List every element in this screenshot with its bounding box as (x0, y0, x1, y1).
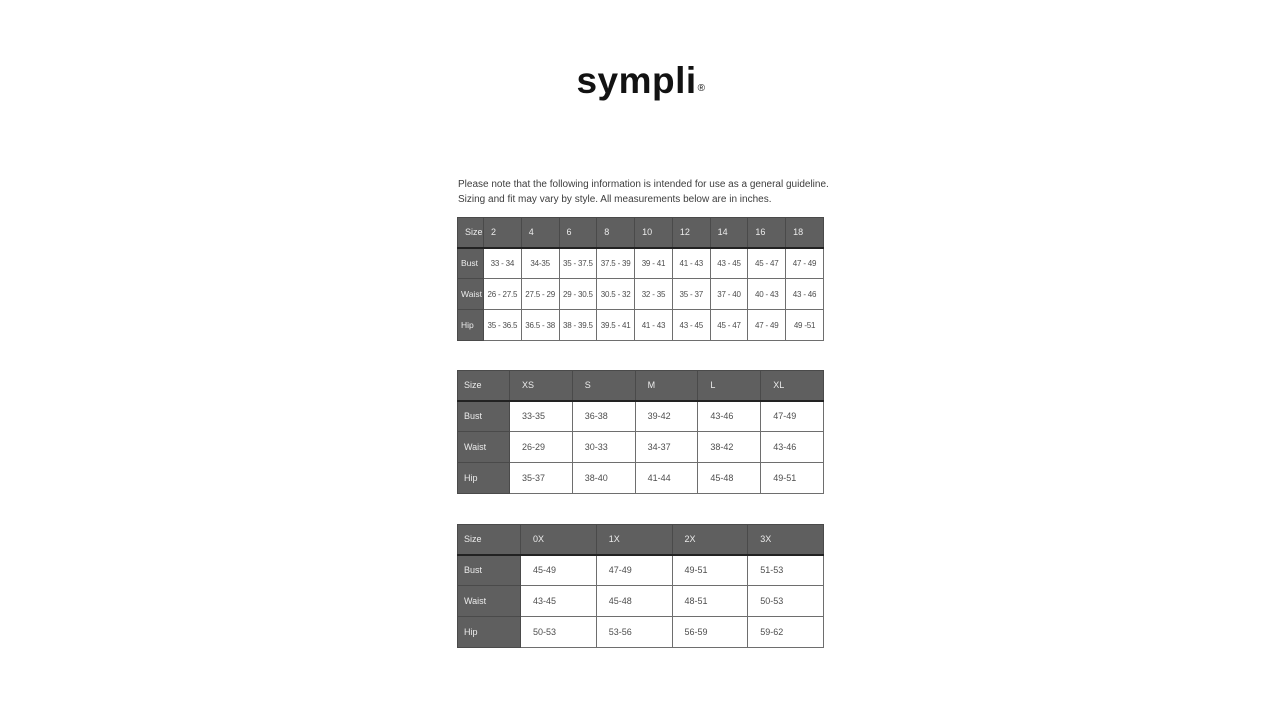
size-column-header: S (572, 371, 635, 401)
measurement-value-cell: 49-51 (761, 463, 824, 494)
measurement-value-cell: 30-33 (572, 432, 635, 463)
measurement-value-cell: 38 - 39.5 (559, 310, 597, 341)
measurement-value-cell: 36.5 - 38 (521, 310, 559, 341)
measurement-value-cell: 45-48 (596, 586, 672, 617)
sizing-note-line1: Please note that the following information is intended for use as a general guideline. (458, 179, 829, 190)
brand-logo (457, 60, 824, 102)
measurement-value-cell: 48-51 (672, 586, 748, 617)
measurement-value-cell: 45-49 (521, 555, 597, 586)
sizing-note (458, 178, 858, 207)
measurement-value-cell: 59-62 (748, 617, 824, 648)
measurement-value-cell: 37.5 - 39 (597, 248, 635, 279)
measurement-row (458, 617, 824, 648)
measurement-value-cell: 50-53 (748, 586, 824, 617)
measurement-row-label: Bust (458, 555, 521, 586)
brand-logo-text: sympli (576, 60, 697, 101)
measurement-row (458, 586, 824, 617)
plus-size-chart (457, 524, 824, 648)
measurement-value-cell: 39 - 41 (635, 248, 673, 279)
sizing-note-line2: Sizing and fit may vary by style. All measurements below are in inches. (458, 193, 772, 205)
measurement-row-label: Waist (458, 586, 521, 617)
size-header-row (458, 371, 824, 401)
size-column-header: XS (510, 371, 573, 401)
size-column-header: 18 (786, 218, 824, 248)
measurement-value-cell: 37 - 40 (710, 279, 748, 310)
measurement-value-cell: 45 - 47 (748, 248, 786, 279)
measurement-value-cell: 47-49 (761, 401, 824, 432)
measurement-row (458, 401, 824, 432)
measurement-value-cell: 47-49 (596, 555, 672, 586)
measurement-value-cell: 51-53 (748, 555, 824, 586)
measurement-row-label: Waist (458, 432, 510, 463)
measurement-value-cell: 56-59 (672, 617, 748, 648)
measurement-value-cell: 27.5 - 29 (521, 279, 559, 310)
measurement-value-cell: 26 - 27.5 (484, 279, 522, 310)
size-column-header: M (635, 371, 698, 401)
size-column-header: 2 (484, 218, 522, 248)
size-column-header: 12 (672, 218, 710, 248)
size-column-header: 4 (521, 218, 559, 248)
letter-size-chart (457, 370, 824, 494)
measurement-value-cell: 38-42 (698, 432, 761, 463)
measurement-value-cell: 41 - 43 (672, 248, 710, 279)
measurement-value-cell: 40 - 43 (748, 279, 786, 310)
size-corner-header: Size (458, 371, 510, 401)
size-column-header: XL (761, 371, 824, 401)
measurement-value-cell: 33-35 (510, 401, 573, 432)
registered-trademark-icon: ® (697, 83, 706, 94)
plus-size-chart-table (457, 524, 824, 648)
measurement-value-cell: 41 - 43 (635, 310, 673, 341)
measurement-row-label: Waist (458, 279, 484, 310)
size-column-header: 10 (635, 218, 673, 248)
size-column-header: 8 (597, 218, 635, 248)
measurement-row (458, 310, 824, 341)
measurement-value-cell: 43 - 45 (672, 310, 710, 341)
size-column-header: L (698, 371, 761, 401)
measurement-value-cell: 43 - 46 (786, 279, 824, 310)
size-corner-header: Size (458, 218, 484, 248)
measurement-value-cell: 43 - 45 (710, 248, 748, 279)
measurement-value-cell: 39.5 - 41 (597, 310, 635, 341)
measurement-row-label: Bust (458, 401, 510, 432)
measurement-row (458, 463, 824, 494)
measurement-value-cell: 50-53 (521, 617, 597, 648)
measurement-value-cell: 33 - 34 (484, 248, 522, 279)
measurement-value-cell: 47 - 49 (786, 248, 824, 279)
measurement-value-cell: 43-45 (521, 586, 597, 617)
measurement-value-cell: 35 - 37 (672, 279, 710, 310)
measurement-value-cell: 34-37 (635, 432, 698, 463)
measurement-row (458, 279, 824, 310)
measurement-value-cell: 36-38 (572, 401, 635, 432)
measurement-value-cell: 38-40 (572, 463, 635, 494)
measurement-value-cell: 49 -51 (786, 310, 824, 341)
measurement-value-cell: 35 - 37.5 (559, 248, 597, 279)
size-column-header: 1X (596, 525, 672, 555)
measurement-value-cell: 35 - 36.5 (484, 310, 522, 341)
measurement-value-cell: 53-56 (596, 617, 672, 648)
size-column-header: 2X (672, 525, 748, 555)
size-corner-header: Size (458, 525, 521, 555)
size-header-row (458, 525, 824, 555)
measurement-value-cell: 26-29 (510, 432, 573, 463)
size-column-header: 6 (559, 218, 597, 248)
size-column-header: 3X (748, 525, 824, 555)
measurement-row-label: Hip (458, 463, 510, 494)
measurement-value-cell: 49-51 (672, 555, 748, 586)
letter-size-chart-table (457, 370, 824, 494)
measurement-row (458, 555, 824, 586)
measurement-row (458, 432, 824, 463)
size-header-row (458, 218, 824, 248)
measurement-value-cell: 45 - 47 (710, 310, 748, 341)
measurement-value-cell: 43-46 (698, 401, 761, 432)
measurement-row-label: Hip (458, 310, 484, 341)
measurement-value-cell: 35-37 (510, 463, 573, 494)
size-column-header: 0X (521, 525, 597, 555)
measurement-value-cell: 43-46 (761, 432, 824, 463)
numeric-size-chart (457, 217, 824, 341)
measurement-value-cell: 30.5 - 32 (597, 279, 635, 310)
measurement-row-label: Hip (458, 617, 521, 648)
size-column-header: 16 (748, 218, 786, 248)
measurement-value-cell: 34-35 (521, 248, 559, 279)
measurement-value-cell: 41-44 (635, 463, 698, 494)
measurement-value-cell: 32 - 35 (635, 279, 673, 310)
measurement-value-cell: 29 - 30.5 (559, 279, 597, 310)
numeric-size-chart-table (457, 217, 824, 341)
measurement-value-cell: 47 - 49 (748, 310, 786, 341)
measurement-value-cell: 45-48 (698, 463, 761, 494)
measurement-value-cell: 39-42 (635, 401, 698, 432)
measurement-row (458, 248, 824, 279)
size-column-header: 14 (710, 218, 748, 248)
measurement-row-label: Bust (458, 248, 484, 279)
